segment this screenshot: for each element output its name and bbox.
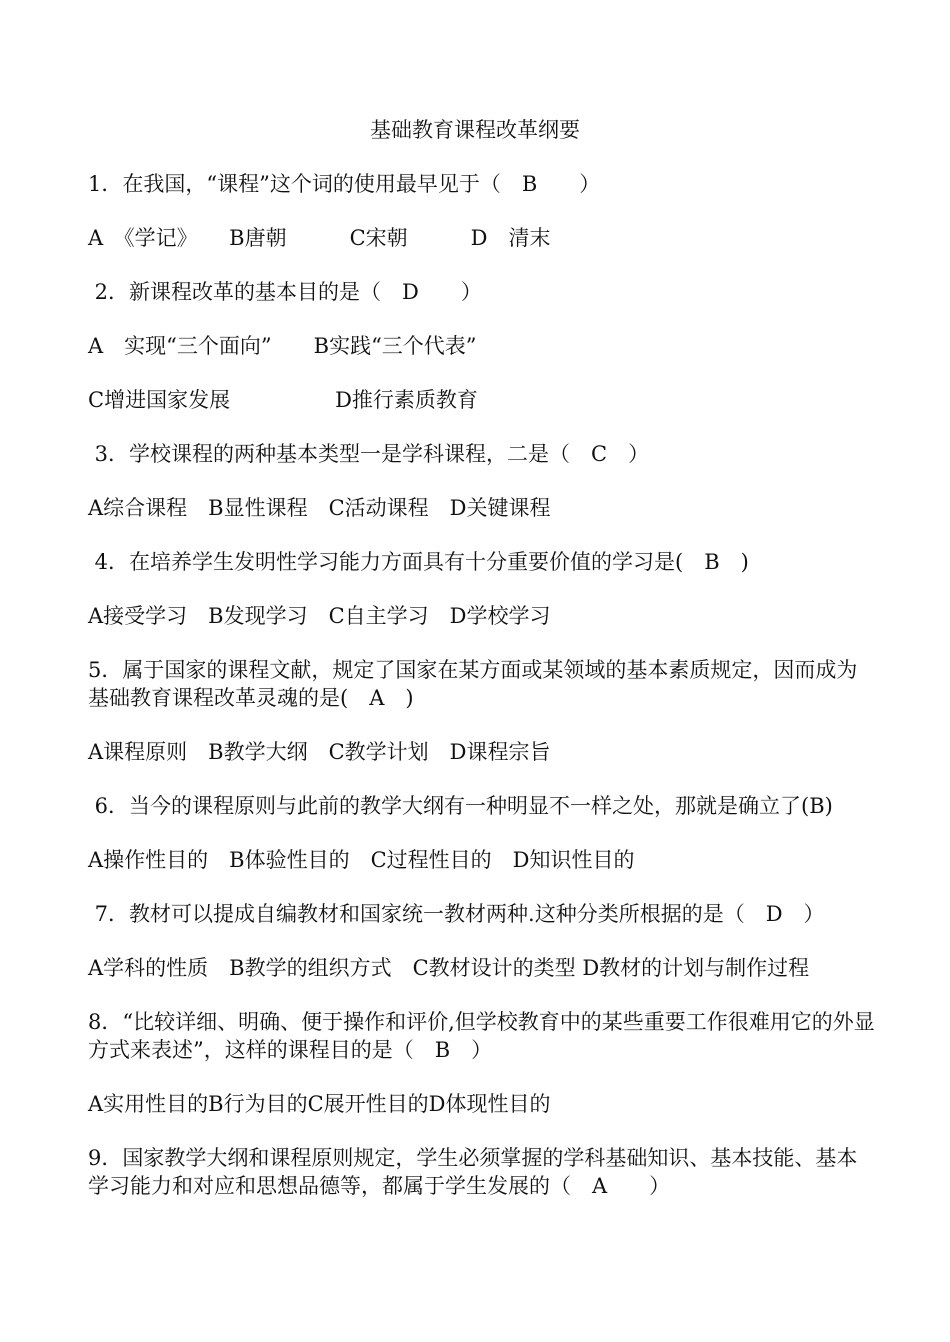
question-2-options-line-1: A 实现“三个面向” B实践“三个代表” [88,334,477,358]
question-4: 4．在培养学生发明性学习能力方面具有十分重要价值的学习是( B ) [88,550,749,574]
question-3-options: A综合课程 B显性课程 C活动课程 D关键课程 [88,496,551,520]
question-3: 3．学校课程的两种基本类型一是学科课程，二是（ C ） [88,442,650,466]
question-8: 8．“比较详细、明确、便于操作和评价,但学校教育中的某些重要工作很难用它的外显方式来表述”，这样的课程目的是（ B ） [88,1010,875,1062]
question-7: 7．教材可以提成自编教材和国家统一教材两种.这种分类所根据的是（ D ） [88,902,825,926]
document-title: 基础教育课程改革纲要 [370,118,580,142]
question-2: 2．新课程改革的基本目的是（ D ） [88,280,482,304]
question-1: 1．在我国，“课程”这个词的使用最早见于（ B ） [88,172,601,196]
question-8-options: A实用性目的B行为目的C展开性目的D体现性目的 [88,1092,551,1116]
question-2-options-line-2: C增进国家发展 D推行素质教育 [88,388,478,412]
question-5-options: A课程原则 B教学大纲 C教学计划 D课程宗旨 [88,740,551,764]
question-9: 9．国家教学大纲和课程原则规定，学生必须掌握的学科基础知识、基本技能、基本学习能力和对应和思想品德等，都属于学生发展的（ A ） [88,1146,858,1198]
question-5: 5．属于国家的课程文献，规定了国家在某方面或某领域的基本素质规定，因而成为基础教育课程改革灵魂的是( A ) [88,658,858,710]
question-6-options: A操作性目的 B体验性目的 C过程性目的 D知识性目的 [88,848,635,872]
question-4-options: A接受学习 B发现学习 C自主学习 D学校学习 [88,604,551,628]
question-7-options: A学科的性质 B教学的组织方式 C教材设计的类型 D教材的计划与制作过程 [88,956,810,980]
question-6: 6．当今的课程原则与此前的教学大纲有一种明显不一样之处，那就是确立了(B) [88,794,833,818]
question-1-options: A 《学记》 B唐朝 C宋朝 D 清末 [88,226,551,250]
